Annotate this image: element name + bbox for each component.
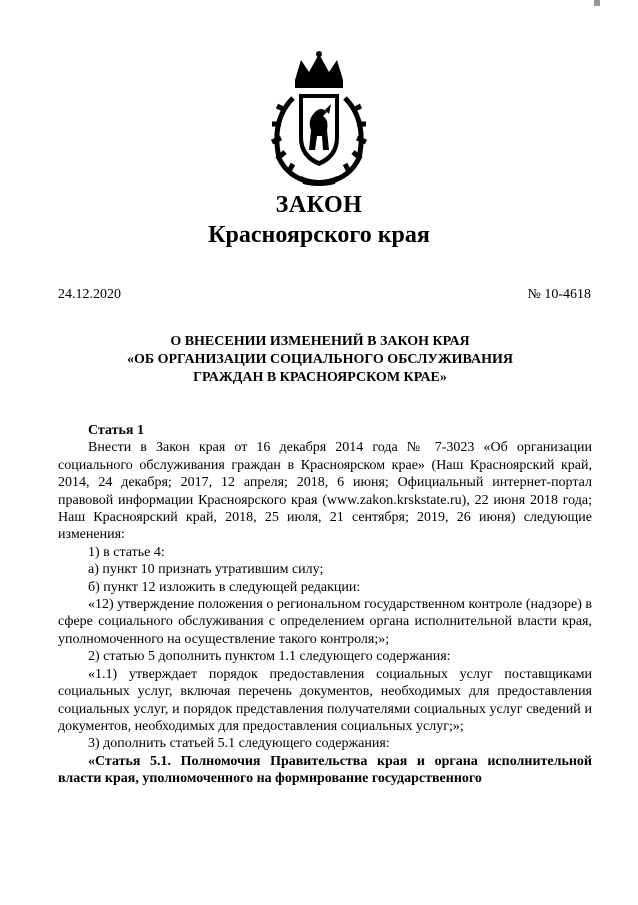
paragraph: а) пункт 10 признать утратившим силу; [88,562,324,578]
law-title: ЗАКОН [275,192,363,218]
heading-line: «ОБ ОРГАНИЗАЦИИ СОЦИАЛЬНОГО ОБСЛУЖИВАНИЯ [126,352,514,367]
paragraph: 3) дополнить статьей 5.1 следующего содержания: [88,736,390,752]
paragraph: 1) в статье 4: [88,544,165,560]
paragraph: 2) статью 5 дополнить пунктом 1.1 следующего содержания: [88,649,451,665]
article-title: Статья 1 [88,423,144,438]
law-subtitle: Красноярского края [208,222,430,248]
paragraph: б) пункт 12 изложить в следующей редакции: [88,579,361,595]
law-date: 24.12.2020 [58,287,121,302]
corner-mark [594,0,600,6]
article-5-1-heading: «Статья 5.1. Полномочия Правительства края и органа исполнительной власти края, уполномоченного на формирование государственного [58,753,592,787]
paragraph: Внести в Закон края от 16 декабря 2014 года № 7-3023 «Об организации социального обслуживания граждан в Красноярском крае» (Наш Красноярский край, 2014, 24 декабря; 2017, 12 апреля; 2018, 6 июня; Официальный интернет-портал правовой информации Красноярского края (www.zakon.krskstate.ru), 22 июня 2018 года; Наш Красноярский край, 2018, 25 июля, 21 сентября; 2019, 26 июня) следующие изменения: [58,440,592,543]
paragraph: «12) утверждение положения о региональном государственном контроле (надзоре) в сфере социального обслуживания с определением органа исполнительной власти края, уполномоченного на осуществление такого контроля;»; [58,597,592,647]
law-heading [90,333,550,387]
law-body [58,422,592,788]
heading-line: О ВНЕСЕНИИ ИЗМЕНЕНИЙ В ЗАКОН КРАЯ [170,334,470,349]
heading-line: ГРАЖДАН В КРАСНОЯРСКОМ КРАЕ» [193,370,447,385]
law-number: № 10-4618 [527,287,591,302]
paragraph: «1.1) утверждает порядок предоставления социальных услуг поставщиками социальных услуг, включая перечень документов, необходимых для предоставления социальных услуг, и порядок представления получателями социальных услуг сведений и документов, необходимых для предоставления социальных услуг;»; [58,666,592,734]
coat-of-arms-icon [265,50,373,186]
